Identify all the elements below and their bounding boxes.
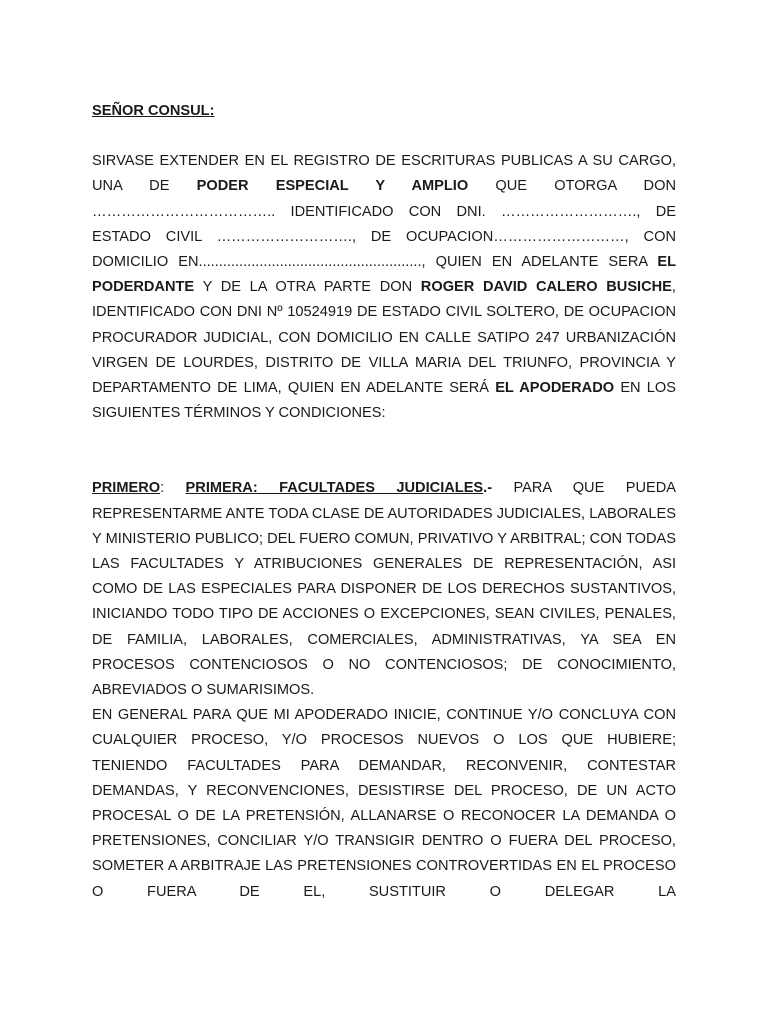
clause-1-separator: : [160, 480, 186, 497]
intro-paragraph [92, 149, 676, 426]
document-body [92, 99, 676, 905]
intro-bold-attorney-name: ROGER DAVID CALERO BUSICHE [420, 279, 672, 296]
clause-1-paragraph [92, 476, 676, 703]
intro-text-4: , IDENTIFICADO CON DNI Nº 10524919 DE ESTADO CIVIL SOLTERO, DE OCUPACION PROCURADOR JUDICIAL, CON DOMICILIO EN CALLE SATIPO 247 URBANIZACIÓN VIRGEN DE LOURDES, DISTRITO DE VILLA MARIA DEL TRIUNFO, PROVINCIA Y DEPARTAMENTO DE LIMA, QUIEN EN ADELANTE SERÁ [92, 279, 676, 397]
clause-1-text: PARA QUE PUEDA REPRESENTARME ANTE TODA CLASE DE AUTORIDADES JUDICIALES, LABORALES Y MINISTERIO PUBLICO; DEL FUERO COMUN, PRIVATIVO Y ARBITRAL; CON TODAS LAS FACULTADES Y ATRIBUCIONES GENERALES DE REPRESENTACIÓN, ASI COMO DE LAS ESPECIALES PARA DISPONER DE LOS DERECHOS SUSTANTIVOS, INICIANDO TODO TIPO DE ACCIONES O EXCEPCIONES, SEAN CIVILES, PENALES, DE FAMILIA, LABORALES, COMERCIALES, ADMINISTRATIVAS, YA SEA EN PROCESOS CONTENCIOSOS O NO CONTENCIOSOS; DE CONOCIMIENTO, ABREVIADOS O SUMARISIMOS. [92, 480, 676, 699]
heading-colon: : [209, 103, 215, 119]
clause-1-label-text: PRIMERO [92, 480, 161, 497]
clause-1-title [186, 480, 493, 496]
intro-bold-attorney: EL APODERADO [495, 380, 615, 397]
clause-1-title-text: PRIMERA: FACULTADES JUDICIALES [185, 480, 484, 497]
clause-1-label [92, 480, 160, 496]
intro-bold-power-type: PODER ESPECIAL Y AMPLIO [196, 178, 469, 195]
intro-bold-grantor: EL PODERDANTE [92, 254, 676, 296]
spacer [92, 124, 676, 149]
addressee-heading [92, 99, 676, 124]
clause-1-continuation [92, 703, 676, 905]
clause-1b-text: EN GENERAL PARA QUE MI APODERADO INICIE, CONTINUE Y/O CONCLUYA CON CUALQUIER PROCESO, Y/O PROCESOS NUEVOS O LOS QUE HUBIERE; TENIENDO FACULTADES PARA DEMANDAR, RECONVENIR, CONTESTAR DEMANDAS, Y RECONVENCIONES, DESISTIRSE DEL PROCESO, DE UN ACTO PROCESAL O DE LA PRETENSIÓN, ALLANARSE O RECONOCER LA DEMANDA O PRETENSIONES, CONCILIAR Y/O TRANSIGIR DENTRO O FUERA DEL PROCESO, SOMETER A ARBITRAJE LAS PRETENSIONES CONTROVERTIDAS EN EL PROCESO O FUERA DE EL, SUSTITUIR O DELEGAR LA [92, 707, 676, 900]
intro-text-3: Y DE LA OTRA PARTE DON [194, 279, 421, 296]
intro-text-2: QUE OTORGA DON ……………………………….. IDENTIFICADO CON DNI. ………………………., DE ESTADO CIVIL ………………………., DE OCUPACION………………………, CON DOMICILIO EN......................................................., QUIEN EN ADELANTE SERA [92, 178, 676, 271]
spacer [92, 426, 676, 476]
heading-title: SEÑOR CONSUL [92, 103, 210, 119]
intro-text-5: EN LOS SIGUIENTES TÉRMINOS Y CONDICIONES: [92, 380, 676, 422]
clause-1-title-end: .- [483, 480, 493, 497]
intro-text-1: SIRVASE EXTENDER EN EL REGISTRO DE ESCRITURAS PUBLICAS A SU CARGO, UNA DE [92, 153, 676, 195]
